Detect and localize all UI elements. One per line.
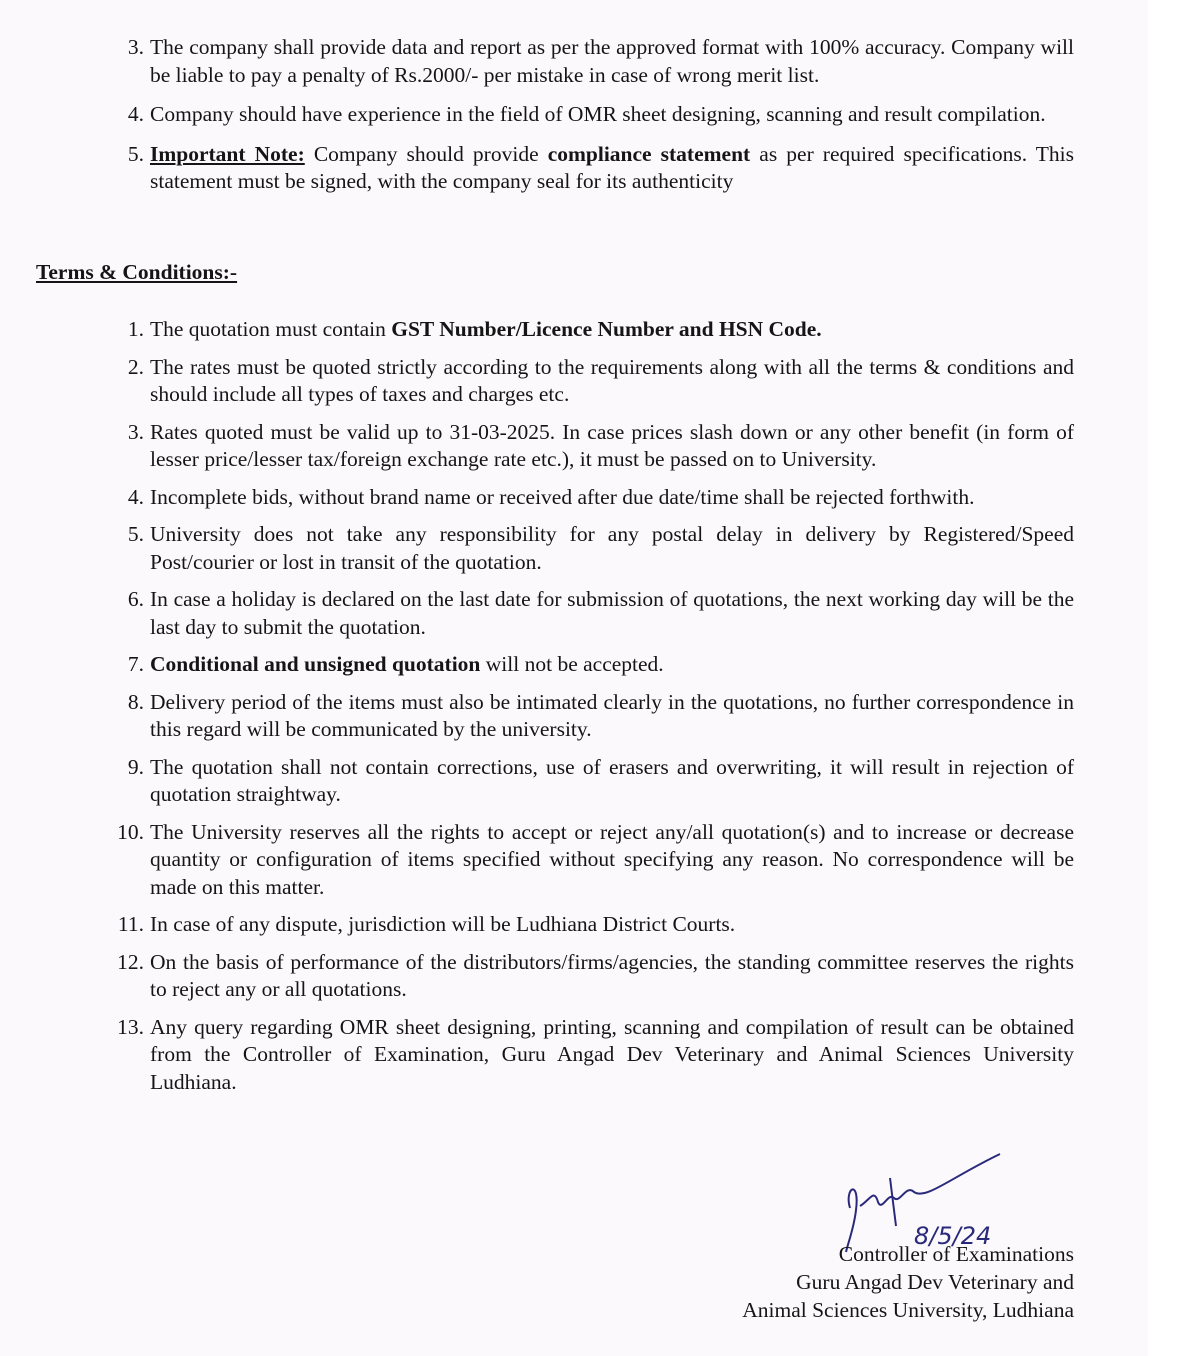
- list-item: [100, 419, 1074, 474]
- item-text-part: Delivery period of the items must also be intimated clearly in the quotations, no further correspondence in this regard will be communicated by the university.: [150, 689, 1074, 741]
- item-text-part: Company should provide: [304, 141, 548, 166]
- item-number: 4.: [127, 102, 144, 126]
- item-text: [150, 586, 1074, 641]
- item-text: [150, 141, 1074, 196]
- item-text-part: will not be accepted.: [480, 652, 664, 676]
- signatory-title: Controller of Examinations: [838, 1242, 1074, 1266]
- item-number: 8.: [127, 689, 144, 714]
- item-text-part: In case of any dispute, jurisdiction will be Ludhiana District Courts.: [150, 912, 736, 936]
- item-text-part: The quotation shall not contain corrections, use of erasers and overwriting, it will result in rejection of quotation straightway.: [150, 754, 1074, 806]
- item-text: [150, 521, 1074, 576]
- item-number: 5.: [127, 522, 144, 546]
- item-bold-text: compliance statement: [547, 141, 751, 166]
- item-text-part: On the basis of performance of the distributors/firms/agencies, the standing committee reserves the rights to reject any or all quotations.: [150, 949, 1074, 1001]
- item-text-part: In case a holiday is declared on the last date for submission of quotations, the next working day will be the last day to submit the quotation.: [150, 587, 1074, 639]
- list-item: [100, 316, 1074, 344]
- item-text: [150, 354, 1074, 409]
- item-bold-text: Conditional and unsigned quotation: [150, 652, 481, 676]
- item-number: 11.: [117, 912, 144, 936]
- item-text: [150, 819, 1074, 902]
- terms-heading: Terms & Conditions:-: [36, 260, 238, 284]
- item-text: [150, 419, 1074, 474]
- item-text: [150, 484, 1074, 512]
- item-text-part: University does not take any responsibility for any postal delay in delivery by Registered/Speed Post/courier or lost in transit of the quotation.: [150, 522, 1074, 574]
- list-item: [100, 911, 1074, 939]
- list-item: [100, 354, 1074, 409]
- item-number: 3.: [127, 419, 144, 444]
- item-text-part: The rates must be quoted strictly according to the requirements along with all the terms & conditions and should include all types of taxes and charges etc.: [150, 354, 1074, 406]
- item-bold-text: GST Number/Licence Number and HSN Code.: [391, 317, 822, 341]
- item-number: 13.: [117, 1014, 144, 1039]
- item-text: [150, 689, 1074, 744]
- list-item: [100, 949, 1074, 1004]
- signature-date: 8/5/24: [914, 1222, 992, 1250]
- list-item: [100, 651, 1074, 679]
- item-text-part: The University reserves all the rights to accept or reject any/all quotation(s) and to increase or decrease quantity or configuration of items specified without specifying any reason. No correspondence will be made on this matter.: [150, 819, 1074, 899]
- list-item: [100, 754, 1074, 809]
- item-number: 5.: [127, 141, 144, 166]
- list-item: [100, 141, 1074, 196]
- item-number: 12.: [117, 949, 144, 974]
- item-text: [150, 316, 1074, 344]
- list-item: [100, 521, 1074, 576]
- signatory-org-line1: Guru Angad Dev Veterinary and: [796, 1270, 1074, 1294]
- signatory-org-line2: Animal Sciences University, Ludhiana: [742, 1298, 1074, 1322]
- item-number: 4.: [127, 484, 144, 509]
- item-text: [150, 1014, 1074, 1097]
- list-item: [100, 484, 1074, 512]
- item-text: [150, 911, 1074, 939]
- item-text-part: Company should have experience in the field of OMR sheet designing, scanning and result compilation.: [150, 102, 1046, 126]
- list-item: [100, 586, 1074, 641]
- item-number: 6.: [127, 587, 144, 611]
- item-number: 9.: [127, 754, 144, 779]
- item-text-part: Incomplete bids, without brand name or received after due date/time shall be rejected forthwith.: [150, 484, 975, 509]
- list-item: [100, 1014, 1074, 1097]
- item-number: 2.: [127, 354, 144, 379]
- item-text: [150, 754, 1074, 809]
- signatory-block: [742, 1240, 1074, 1324]
- item-text-part: as per required specifications. This statement must be signed, with the company seal for its authenticity: [150, 141, 1074, 193]
- item-number: 3.: [127, 35, 144, 59]
- item-text: [150, 101, 1074, 129]
- list-item: [100, 34, 1074, 89]
- item-number: 7.: [127, 652, 144, 676]
- item-number: 10.: [117, 819, 144, 844]
- list-item: [100, 101, 1074, 129]
- item-text-part: Any query regarding OMR sheet designing, printing, scanning and compilation of result can be obtained from the Controller of Examination, Guru Angad Dev Veterinary and Animal Sciences University Ludhiana.: [150, 1014, 1074, 1094]
- list-item: [100, 689, 1074, 744]
- item-text: [150, 949, 1074, 1004]
- list-item: [100, 819, 1074, 902]
- item-text: [150, 34, 1074, 89]
- item-text: [150, 651, 1074, 679]
- terms-list: [100, 316, 1074, 1096]
- item-text-part: Rates quoted must be valid up to 31-03-2025. In case prices slash down or any other benefit (in form of lesser price/lesser tax/foreign exchange rate etc.), it must be passed on to University.: [150, 419, 1074, 471]
- item-number: 1.: [127, 317, 144, 341]
- item-text-part: The quotation must contain: [150, 317, 392, 341]
- requirements-list: [100, 34, 1074, 196]
- item-text-part: The company shall provide data and report as per the approved format with 100% accuracy. Company will be liable to pay a penalty of Rs.2000/- per mistake in case of wrong merit list.: [150, 35, 1074, 87]
- item-underlined-bold: Important Note:: [150, 141, 305, 166]
